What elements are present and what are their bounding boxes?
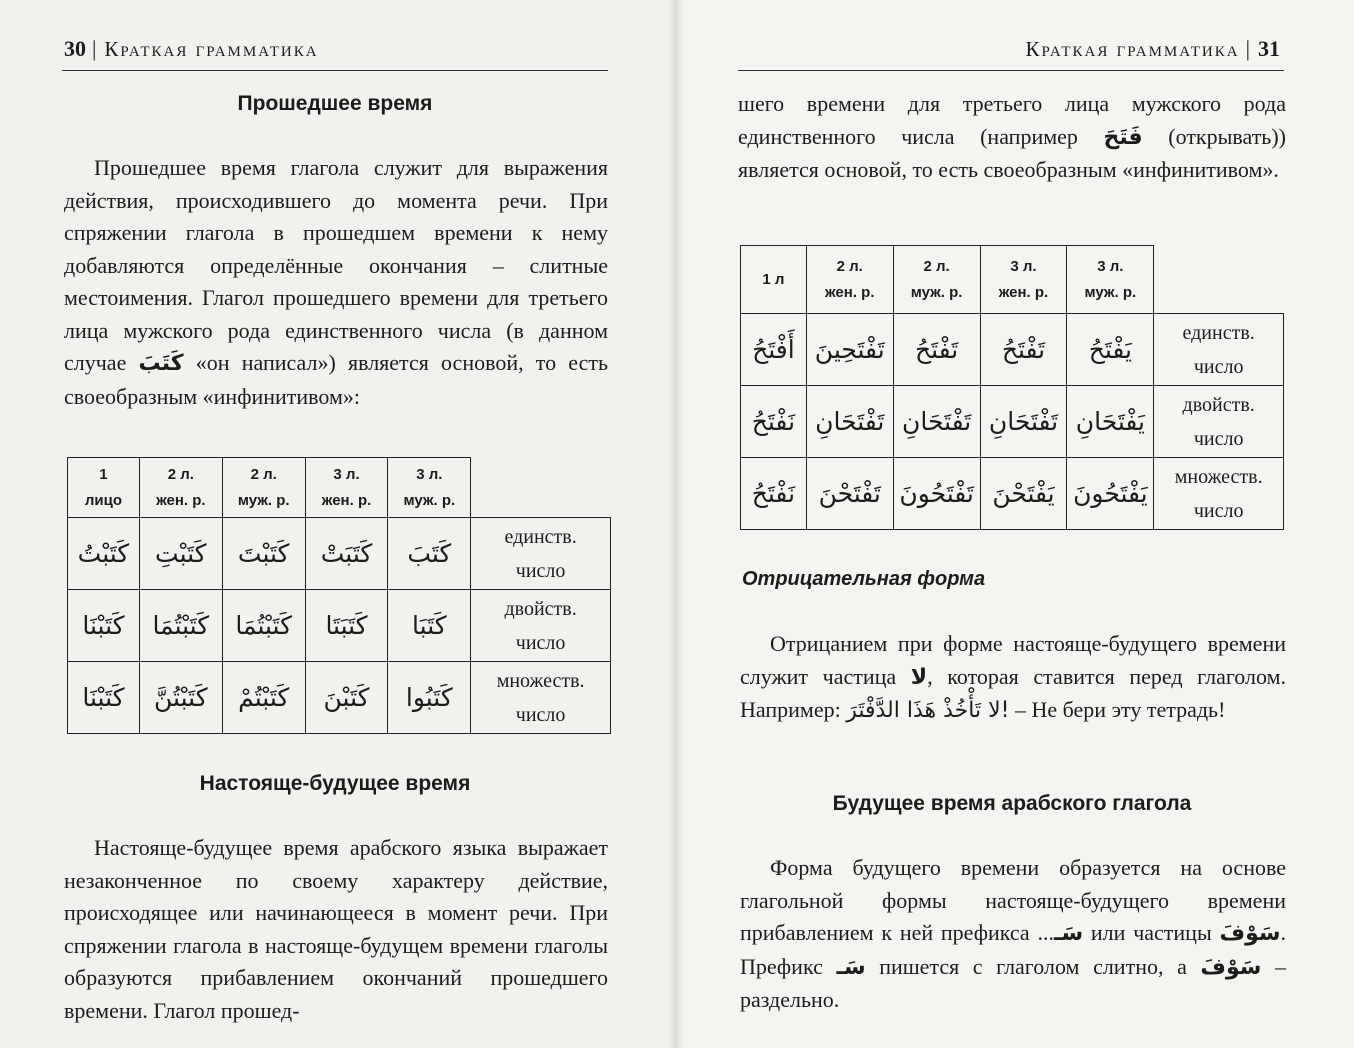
verb-form-cell: تَفْتَحُونَ: [893, 458, 980, 530]
table-row: [68, 518, 611, 590]
verb-form-cell: كَتَبْتُمَا: [222, 590, 305, 662]
continued-paragraph: шего времени для третьего лица мужского рода единственного числа (например فَتَحَ (открывать)) является основой, то есть своеобразным «инфинитивом».: [738, 91, 1286, 182]
present-tense-table: [740, 245, 1284, 530]
heading-future-tense: Будущее время арабского глагола: [832, 792, 1192, 815]
page-number: 30: [64, 36, 86, 61]
verb-form-cell: كَتَبْتِ: [139, 518, 222, 590]
number-label-cell: единств. число: [471, 518, 611, 590]
verb-form-cell: تَفْتَحْنَ: [806, 458, 893, 530]
column-header: 2 л. жен. р.: [139, 458, 222, 518]
number-label-cell: множеств. число: [471, 662, 611, 734]
column-header: 1 л: [741, 246, 807, 314]
negative-form-paragraph: Отрицанием при форме настояще-будущего времени служит частица لا, которая ставится перед глаголом. Например: !لا تَأْخُذْ هَذَا الدَّفْتَرَ – Не бери эту тетрадь!: [740, 631, 1286, 723]
running-title: Краткая грамматика: [104, 37, 319, 61]
page-number: 31: [1258, 36, 1280, 61]
column-header: 3 л. жен. р.: [980, 246, 1067, 314]
verb-form-cell: تَفْتَحُ: [980, 314, 1067, 386]
heading-present-future: Настояще-будущее время: [199, 772, 471, 795]
book-gutter: [668, 0, 684, 1048]
verb-form-cell: أَفْتَحُ: [741, 314, 807, 386]
present-tense-paragraph: Настояще-будущее время арабского языка выражает незаконченное по своему характеру действие, происходящее или начинающееся в момент речи. При спряжении глагола в настояще-будущем времени глаголы образуются прибавлением окончаний прошедшего времени. Глагол прошед-: [64, 835, 608, 1023]
running-header: Краткая грамматика | 31: [1025, 36, 1280, 61]
verb-form-cell: كَتَبْتُمْ: [222, 662, 305, 734]
column-header: 3 л. муж. р.: [388, 458, 471, 518]
heading-past-tense: Прошедшее время: [237, 92, 433, 115]
verb-form-cell: يَفْتَحْنَ: [980, 458, 1067, 530]
table-header-row: [741, 246, 1284, 314]
number-label-cell: двойств. число: [471, 590, 611, 662]
column-header: 2 л. жен. р.: [806, 246, 893, 314]
number-label-cell: двойств. число: [1154, 386, 1284, 458]
running-header: 30 | Краткая грамматика: [64, 36, 319, 61]
verb-form-cell: تَفْتَحَانِ: [893, 386, 980, 458]
verb-form-cell: كَتَبْتُنَّ: [139, 662, 222, 734]
arabic-particle: سَوْفَ: [1219, 921, 1281, 946]
empty-corner-cell: [1154, 246, 1284, 314]
verb-form-cell: نَفْتَحُ: [741, 386, 807, 458]
number-label-cell: единств. число: [1154, 314, 1284, 386]
arabic-particle: سَوْفَ: [1200, 954, 1262, 980]
verb-form-cell: تَفْتَحُ: [893, 314, 980, 386]
verb-form-cell: كَتَبْتُمَا: [139, 590, 222, 662]
verb-form-cell: كَتَبْنَ: [305, 662, 388, 734]
verb-form-cell: تَفْتَحَانِ: [806, 386, 893, 458]
empty-corner-cell: [471, 458, 611, 518]
heading-negative-form: Отрицательная форма: [742, 568, 986, 590]
verb-form-cell: كَتَبَ: [388, 518, 471, 590]
header-rule: [62, 70, 608, 71]
column-header: 2 л. муж. р.: [222, 458, 305, 518]
right-page: [676, 0, 1354, 1048]
column-header: 1 лицо: [68, 458, 140, 518]
arabic-prefix: سَـ: [836, 954, 866, 980]
arabic-prefix: سَـ: [1053, 921, 1084, 946]
verb-form-cell: كَتَبَتَا: [305, 590, 388, 662]
table-row: [68, 590, 611, 662]
verb-form-cell: كَتَبْتَ: [222, 518, 305, 590]
column-header: 3 л. муж. р.: [1067, 246, 1154, 314]
verb-form-cell: كَتَبَتْ: [305, 518, 388, 590]
verb-form-cell: كَتَبَا: [388, 590, 471, 662]
verb-form-cell: كَتَبْنَا: [68, 590, 140, 662]
table-row: [68, 662, 611, 734]
verb-form-cell: تَفْتَحِينَ: [806, 314, 893, 386]
left-page: [0, 0, 676, 1048]
verb-form-cell: كَتَبُوا: [388, 662, 471, 734]
arabic-word: كَتَبَ: [138, 351, 184, 376]
number-label-cell: множеств. число: [1154, 458, 1284, 530]
verb-form-cell: يَفْتَحُ: [1067, 314, 1154, 386]
verb-form-cell: تَفْتَحَانِ: [980, 386, 1067, 458]
arabic-example: !لا تَأْخُذْ هَذَا الدَّفْتَرَ: [846, 698, 1010, 723]
column-header: 2 л. муж. р.: [893, 246, 980, 314]
table-row: [741, 314, 1284, 386]
table-header-row: [68, 458, 611, 518]
table-row: [741, 458, 1284, 530]
verb-form-cell: يَفْتَحُونَ: [1067, 458, 1154, 530]
future-tense-paragraph: Форма будущего времени образуется на основе глагольной формы настояще-будущего времени прибавлением к ней префикса ...سَـ или частицы سَوْفَ. Префикс سَـ пишется с глаголом слитно, а سَوْفَ – раздельно.: [740, 855, 1287, 1012]
verb-form-cell: كَتَبْنَا: [68, 662, 140, 734]
verb-form-cell: يَفْتَحَانِ: [1067, 386, 1154, 458]
past-tense-table: [67, 457, 611, 734]
arabic-particle: لا: [910, 664, 928, 690]
table-row: [741, 386, 1284, 458]
verb-form-cell: نَفْتَحُ: [741, 458, 807, 530]
header-rule: [738, 70, 1284, 71]
verb-form-cell: كَتَبْتُ: [68, 518, 140, 590]
running-title: Краткая грамматика: [1025, 37, 1240, 61]
past-tense-paragraph: Прошедшее время глагола служит для выражения действия, происходившего до момента речи. При спряжении глагола в прошедшем времени к нему добавляются определённые окончания – слитные местоимения. Глагол прошедшего времени для третьего лица мужского рода единственного числа (в данном случае كَتَبَ «он написал») является основой, то есть своеобразным «инфинитивом»:: [64, 155, 608, 409]
column-header: 3 л. жен. р.: [305, 458, 388, 518]
arabic-word: فَتَحَ: [1103, 124, 1143, 150]
